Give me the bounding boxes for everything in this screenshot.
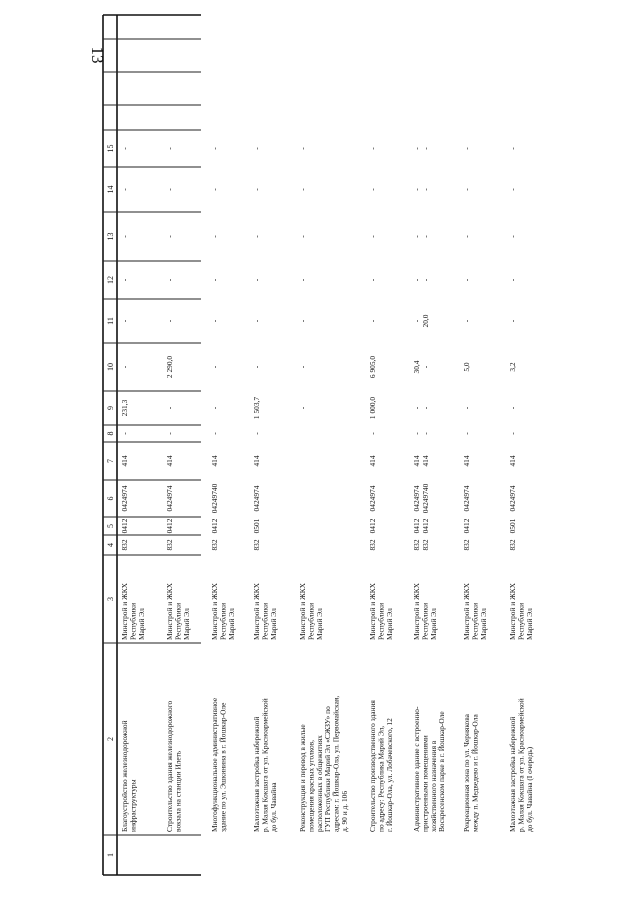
column-number-9: 9 xyxy=(106,406,115,410)
object-name-line: Строительство здания железнодорожного xyxy=(165,700,174,832)
cell-col-11: - xyxy=(120,319,129,323)
cell-col-15: - xyxy=(368,147,377,150)
cell-col-6: 0424974 xyxy=(252,485,261,512)
object-name-line: между п. Медведево и г. Йошкар-Ола xyxy=(470,714,480,832)
cell-col-8: - xyxy=(165,432,174,435)
sub-cell-col-4: 832 xyxy=(421,539,430,551)
cell-col-9: 231,3 xyxy=(120,399,129,417)
responsible-org-line: Минстрой и ЖКХ xyxy=(210,583,219,640)
cell-col-7: 414 xyxy=(412,455,421,467)
cell-col-10: 2 290,0 xyxy=(165,355,174,379)
cell-col-14: - xyxy=(412,188,421,191)
cell-col-7: 414 xyxy=(120,455,129,467)
responsible-org-line: Республики xyxy=(128,602,138,640)
cell-col-10: 6 905,0 xyxy=(368,355,377,379)
cell-col-9: 1 503,7 xyxy=(252,396,261,420)
table-row xyxy=(462,147,488,832)
cell-col-13: - xyxy=(368,235,377,238)
sub-cell-col-13: - xyxy=(421,235,430,238)
cell-col-13: - xyxy=(165,235,174,238)
responsible-org-line: Марий Эл xyxy=(136,608,146,640)
cell-col-13: - xyxy=(298,235,307,238)
cell-col-7: 414 xyxy=(252,455,261,467)
sub-cell-col-9: - xyxy=(421,406,430,410)
table-body xyxy=(120,147,534,832)
cell-col-9: - xyxy=(412,406,421,410)
cell-col-13: - xyxy=(252,235,261,238)
cell-col-4: 832 xyxy=(508,539,517,551)
cell-col-4: 832 xyxy=(120,539,129,551)
sub-cell-col-14: - xyxy=(421,188,430,191)
cell-col-10: 3,2 xyxy=(508,362,517,372)
cell-col-12: - xyxy=(412,278,421,282)
column-number-12: 12 xyxy=(106,276,115,284)
object-name-line: до бул. Чавайна xyxy=(268,782,278,832)
cell-col-10: - xyxy=(298,365,307,369)
cell-col-10: - xyxy=(210,365,219,369)
cell-col-6: 0424974 xyxy=(165,485,174,512)
cell-col-8: - xyxy=(508,432,517,435)
responsible-org-line: Республики xyxy=(376,602,386,640)
cell-col-11: - xyxy=(508,319,517,323)
object-name-line: Малоэтажная застройка набережной xyxy=(252,716,261,832)
column-number-6: 6 xyxy=(106,496,115,501)
responsible-org-line: Марий Эл xyxy=(268,608,278,640)
table-row xyxy=(165,147,191,832)
cell-col-15: - xyxy=(120,147,129,150)
object-name-line: Административное здание с встроенно- xyxy=(412,706,421,832)
cell-col-12: - xyxy=(210,278,219,282)
cell-col-11: - xyxy=(252,319,261,323)
cell-col-12: - xyxy=(298,278,307,282)
cell-col-8: - xyxy=(252,432,261,435)
object-name-line: здание по ул. Эшкинина в г. Йошкар-Оле xyxy=(218,702,228,832)
cell-col-5: 0412 xyxy=(462,518,471,534)
cell-col-8: - xyxy=(412,432,421,435)
cell-col-4: 832 xyxy=(210,539,219,551)
cell-col-9: - xyxy=(298,406,307,410)
table-grid-lines xyxy=(103,15,201,875)
cell-col-14: - xyxy=(462,188,471,191)
cell-col-10: 30,4 xyxy=(412,360,421,374)
column-number-3: 3 xyxy=(106,597,115,601)
object-name-line: Благоустройство железнодорожной xyxy=(120,720,129,832)
column-number-13: 13 xyxy=(106,232,115,241)
cell-col-11: - xyxy=(462,319,471,323)
table-row xyxy=(210,147,236,832)
table-frame xyxy=(103,15,201,875)
cell-col-13: - xyxy=(462,235,471,238)
table-row xyxy=(298,147,349,832)
cell-col-14: - xyxy=(210,188,219,191)
object-name-line: Реконструкция и перевод в жилые xyxy=(298,724,307,832)
cell-col-5: 0501 xyxy=(252,518,261,534)
cell-col-15: - xyxy=(412,147,421,150)
column-number-header-row xyxy=(106,145,115,858)
object-name-line: Малоэтажная застройка набережной xyxy=(508,716,517,832)
cell-col-12: - xyxy=(462,278,471,282)
cell-col-4: 832 xyxy=(368,539,377,551)
column-number-4: 4 xyxy=(106,543,115,547)
responsible-org-line: Марий Эл xyxy=(428,608,438,640)
responsible-org-line: Минстрой и ЖКХ xyxy=(412,583,421,640)
cell-col-5: 0412 xyxy=(165,518,174,534)
cell-col-11: - xyxy=(298,319,307,323)
responsible-org-line: Республики xyxy=(516,602,526,640)
column-number-10: 10 xyxy=(106,363,115,371)
column-number-15: 15 xyxy=(106,144,115,153)
sub-cell-col-15: - xyxy=(421,147,430,150)
cell-col-12: - xyxy=(120,278,129,282)
column-number-1: 1 xyxy=(106,853,115,857)
object-name-line: г. Йошкар-Ола, ул. Лобачевского, 12 xyxy=(384,718,394,832)
cell-col-11: - xyxy=(165,319,174,323)
object-name-line: помещения красных уголков, xyxy=(306,740,316,832)
cell-col-12: - xyxy=(368,278,377,282)
responsible-org-line: Республики xyxy=(306,602,316,640)
cell-col-8: - xyxy=(120,432,129,435)
cell-col-6: 0424974 xyxy=(120,485,129,512)
table-row xyxy=(508,147,534,832)
cell-col-13: - xyxy=(120,235,129,238)
table-row xyxy=(412,147,446,832)
object-name-line: вокзала на станции Илеть xyxy=(173,750,183,832)
cell-col-5: 0501 xyxy=(508,518,517,534)
cell-col-12: - xyxy=(165,278,174,282)
object-name-line: Многофункциональное административное xyxy=(210,697,219,832)
cell-col-6: 0424974 xyxy=(462,485,471,512)
cell-col-9: - xyxy=(210,406,219,410)
column-number-14: 14 xyxy=(106,185,115,194)
cell-col-15: - xyxy=(165,147,174,150)
responsible-org-line: Марий Эл xyxy=(226,608,236,640)
responsible-org-line: Минстрой и ЖКХ xyxy=(252,583,261,640)
cell-col-7: 414 xyxy=(508,455,517,467)
responsible-org-line: Минстрой и ЖКХ xyxy=(368,583,377,640)
responsible-org-line: Республики xyxy=(260,602,270,640)
responsible-org-line: Республики xyxy=(218,602,228,640)
responsible-org-line: Минстрой и ЖКХ xyxy=(508,583,517,640)
table-row xyxy=(252,147,278,832)
object-name-line: р. Малая Кокшага от ул. Красноармейской xyxy=(516,698,526,832)
cell-col-10: 5,0 xyxy=(462,362,471,372)
cell-col-4: 832 xyxy=(462,539,471,551)
cell-col-12: - xyxy=(508,278,517,282)
cell-col-6: 0424974 xyxy=(412,485,421,512)
cell-col-13: - xyxy=(210,235,219,238)
responsible-org-line: Минстрой и ЖКХ xyxy=(165,583,174,640)
column-number-11: 11 xyxy=(106,317,115,325)
object-name-line: пристроенными помещениями xyxy=(420,735,430,832)
cell-col-7: 414 xyxy=(462,455,471,467)
cell-col-11: - xyxy=(368,319,377,323)
object-name-line: д. 90 и д. 106 xyxy=(340,790,349,832)
cell-col-5: 0412 xyxy=(210,518,219,534)
column-number-5: 5 xyxy=(106,524,115,528)
column-number-8: 8 xyxy=(106,431,115,436)
object-name-line: ГУП Республики Марий Эл «СЖЗУ» по xyxy=(323,706,333,832)
responsible-org-line: Марий Эл xyxy=(524,608,534,640)
cell-col-4: 832 xyxy=(252,539,261,551)
cell-col-4: 832 xyxy=(412,539,421,551)
responsible-org-line: Минстрой и ЖКХ xyxy=(120,583,129,640)
cell-col-14: - xyxy=(298,188,307,191)
object-name-line: р. Малая Кокшага от ул. Красноармейской xyxy=(260,698,270,832)
sub-cell-col-5: 0412 xyxy=(421,518,430,534)
sub-cell-col-12: - xyxy=(421,278,430,282)
cell-col-14: - xyxy=(120,188,129,191)
page-number: 13 xyxy=(88,46,107,64)
cell-col-15: - xyxy=(462,147,471,150)
cell-col-6: 0424974 xyxy=(508,485,517,512)
cell-col-7: 414 xyxy=(368,455,377,467)
cell-col-11: - xyxy=(412,319,421,323)
responsible-org-line: Марий Эл xyxy=(478,608,488,640)
responsible-org-line: Марий Эл xyxy=(181,608,191,640)
cell-col-15: - xyxy=(298,147,307,150)
sub-cell-col-6: 04249740 xyxy=(421,483,430,514)
column-number-2: 2 xyxy=(106,737,115,741)
object-name-line: по адресу: Республика Марий Эл, xyxy=(376,725,386,832)
cell-col-11: - xyxy=(210,319,219,323)
cell-col-9: - xyxy=(508,406,517,410)
sub-cell-col-7: 414 xyxy=(421,455,430,467)
cell-col-10: - xyxy=(252,365,261,369)
object-name-line: расположенных в общежитиях xyxy=(314,735,324,832)
object-name-line: адресам: г. Йошкар-Ола, ул. Первомайская, xyxy=(331,695,341,832)
cell-col-14: - xyxy=(368,188,377,191)
responsible-org-line: Республики xyxy=(420,602,430,640)
cell-col-14: - xyxy=(165,188,174,191)
cell-col-5: 0412 xyxy=(120,518,129,534)
object-name-line: Строительство производственного здания xyxy=(368,700,377,832)
sub-cell-col-10: - xyxy=(421,365,430,369)
cell-col-13: - xyxy=(412,235,421,238)
sub-cell-col-11: 20,0 xyxy=(421,314,430,328)
object-name-line: Воскресенском парке в г. Йошкар-Оле xyxy=(437,711,447,832)
cell-col-10: - xyxy=(120,365,129,369)
cell-col-9: - xyxy=(462,406,471,410)
cell-col-6: 04249740 xyxy=(210,483,219,514)
cell-col-7: 414 xyxy=(210,455,219,467)
responsible-org-line: Минстрой и ЖКХ xyxy=(298,583,307,640)
object-name-line: Рекреационная зона по ул. Чернякова xyxy=(462,714,471,832)
object-name-line: хозяйственного назначения в xyxy=(428,740,438,832)
cell-col-15: - xyxy=(252,147,261,150)
responsible-org-line: Минстрой и ЖКХ xyxy=(462,583,471,640)
sub-cell-col-8: - xyxy=(421,432,430,435)
cell-col-15: - xyxy=(210,147,219,150)
cell-col-14: - xyxy=(508,188,517,191)
responsible-org-line: Марий Эл xyxy=(384,608,394,640)
cell-col-9: 1 000,0 xyxy=(368,396,377,420)
cell-col-4: 832 xyxy=(165,539,174,551)
cell-col-9: - xyxy=(165,406,174,410)
cell-col-14: - xyxy=(252,188,261,191)
cell-col-7: 414 xyxy=(165,455,174,467)
table-row xyxy=(368,147,394,832)
table-row xyxy=(120,147,146,832)
column-number-7: 7 xyxy=(106,459,115,463)
cell-col-5: 0412 xyxy=(412,518,421,534)
cell-col-12: - xyxy=(252,278,261,282)
cell-col-5: 0412 xyxy=(368,518,377,534)
cell-col-8: - xyxy=(368,432,377,435)
responsible-org-line: Республики xyxy=(173,602,183,640)
cell-col-8: - xyxy=(462,432,471,435)
object-name-line: инфраструктуры xyxy=(128,779,138,832)
responsible-org-line: Республики xyxy=(470,602,480,640)
cell-col-13: - xyxy=(508,235,517,238)
cell-col-15: - xyxy=(508,147,517,150)
rotated-budget-table xyxy=(103,15,534,875)
cell-col-8: - xyxy=(210,432,219,435)
cell-col-6: 0424974 xyxy=(368,485,377,512)
object-name-line: до бул. Чавайна (I очередь) xyxy=(524,746,534,832)
responsible-org-line: Марий Эл xyxy=(314,608,324,640)
